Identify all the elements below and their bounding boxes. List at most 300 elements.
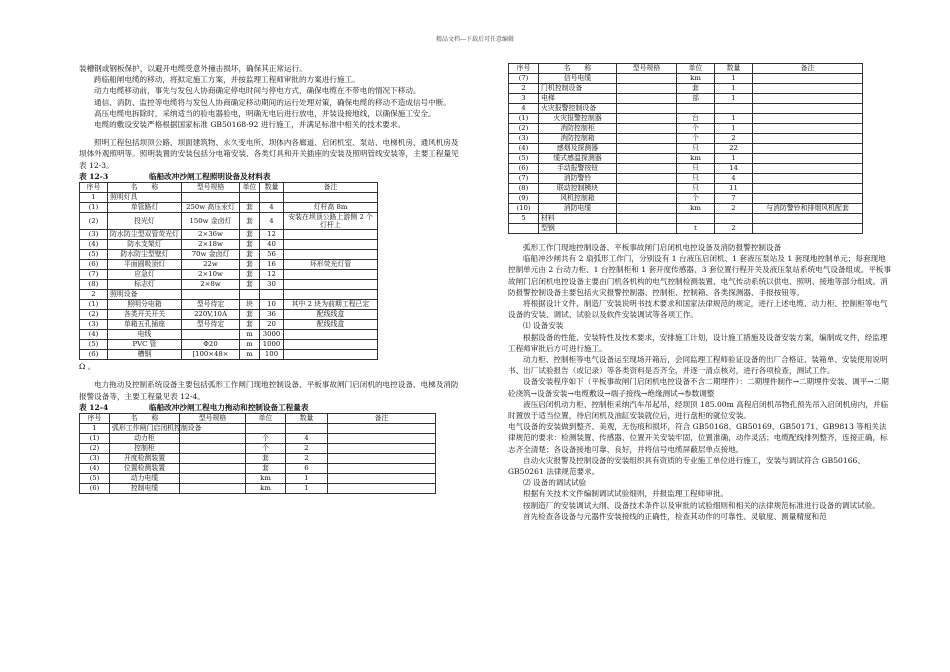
paragraph: 液压启闭机动力柜、控制柜采纳汽车吊起吊，经坝顶 185.00m 高程启闭机吊物孔预先吊入启闭机房内，并临时置放于适当位置，待启闭机及油缸安装就位后，进行盘柜的就位安装。 (508, 399, 889, 421)
table-header-row (80, 182, 378, 192)
table-cell: 4 (286, 433, 328, 443)
table-cell: 56 (260, 250, 284, 260)
table-12-3-caption: 表 12-3 临船改冲沙闸工程照明设备及材料表 (79, 171, 271, 181)
table-cell: 2 (80, 290, 108, 300)
table-12-4-caption: 表 12-4 临船改冲沙闸工程电力拖动和控制设备工程量表 (79, 402, 309, 412)
table-cell: 5 (509, 214, 539, 224)
table-cell (180, 473, 246, 483)
table-cell (284, 230, 378, 240)
table-cell: 火灾报警控制器 (539, 114, 617, 124)
control-paragraph: 电力拖动及控制系统设备主要包括弧形工作闸门现地控制设备、平板事故闸门启闭机的电控设备、电梯及消防报警设备等，主要工程量见表 12-4。 (79, 380, 459, 401)
table-cell: 4 (715, 174, 753, 184)
table-header-cell: 单位 (677, 64, 715, 74)
table-cell (677, 104, 715, 114)
table-cell (260, 290, 284, 300)
paragraph: 跨临船闸电缆的移动，将拟定施工方案，并按监理工程师审批的方案进行施工。 (94, 75, 360, 85)
table-cell: (8) (509, 184, 539, 194)
table-cell (617, 214, 677, 224)
table-cell: 消防电缆 (539, 204, 617, 214)
table-cell: 环形荧光灯管 (284, 260, 378, 270)
table-cell: 3 (509, 94, 539, 104)
table-cell: 照明分电箱 (108, 300, 182, 310)
table-cell: 250w 高压汞灯 (182, 202, 240, 212)
paragraph: 装槽钢或钢板保护，以避开电缆受意外撞击损坏，确保其正常运行。 (79, 64, 307, 73)
left-paragraphs (79, 63, 460, 130)
table-cell: (5) (509, 154, 539, 164)
table-cell: 2 (715, 224, 753, 234)
table-cell: 1 (286, 483, 328, 493)
table-cell: 缆式感温探测器 (539, 154, 617, 164)
table-cell (753, 134, 863, 144)
table-cell: (6) (80, 260, 108, 270)
table-cell: 1 (715, 154, 753, 164)
table-cell: 1 (715, 124, 753, 134)
table-cell: 与消防警铃和排烟风机配套 (753, 204, 863, 214)
table-cell: 套 (240, 230, 260, 240)
table-cell: 12 (260, 230, 284, 240)
table-cell: 4 (260, 202, 284, 212)
table-cell: 个 (677, 194, 715, 204)
table-cell: 1 (715, 114, 753, 124)
table-cell: 2×8w (182, 280, 240, 290)
paragraph: 动力电缆移动前，事先与发包人协商确定停电时间与停电方式，确保电缆在不带电的情况下移动。 (94, 86, 421, 96)
paragraph: 首先检查各设备与元器件安装接线的正确性，检查其动作的可靠性、灵敏度、测量精度和范 (523, 511, 827, 521)
table-cell: PVC 管 (108, 340, 182, 350)
table-header-cell: 型号规格 (182, 182, 240, 192)
table-cell: 灯杆高 8m (284, 202, 378, 212)
table-cell: 100 (260, 350, 284, 360)
table-row (80, 483, 436, 493)
paragraph: 动力柜、控制柜等电气设备运至现场开箱后，会同监理工程师验证设备的出厂合格证、装箱单、安装使用说明书、出厂试验报告（或记录）等各类资料是否齐全，并逐一清点核对，进行各项检查，测试工作。 (508, 355, 888, 376)
table-row (80, 240, 378, 250)
table-cell: 2 (286, 453, 328, 463)
table-cell: 消防控制箱 (539, 134, 617, 144)
table-cell: 只 (677, 144, 715, 154)
table-header-cell: 数量 (715, 64, 753, 74)
table-cell: 16 (260, 260, 284, 270)
table-cell (180, 433, 246, 443)
table-cell: 只 (677, 164, 715, 174)
table-cell (328, 483, 436, 493)
table-cell: 部 (677, 94, 715, 104)
table-cell (240, 290, 260, 300)
paragraph: ⑵ 设备的调试试验 (523, 478, 587, 488)
table-cell (240, 192, 260, 202)
table-row (509, 224, 863, 234)
table-cell: 2×10w (182, 270, 240, 280)
table-cell: (1) (509, 114, 539, 124)
table-row (509, 84, 863, 94)
table-cell: 火灾报警控制设备 (539, 104, 617, 114)
table-row (80, 270, 378, 280)
table-cell: (8) (80, 280, 108, 290)
right-column (508, 63, 892, 522)
table-row (509, 134, 863, 144)
table-cell: 消防控制柜 (539, 124, 617, 134)
table-row (509, 204, 863, 214)
table-cell: 1 (80, 192, 108, 202)
table-cell: km (677, 74, 715, 84)
table-cell: km (246, 473, 286, 483)
table-cell (180, 483, 246, 493)
table-cell: (1) (80, 202, 108, 212)
table-cell: (3) (509, 134, 539, 144)
table-cell: 14 (715, 164, 753, 174)
table-cell: 配线线盒 (284, 310, 378, 320)
table-header-cell: 型号规格 (180, 413, 246, 423)
table-cell (284, 290, 378, 300)
table-cell: m (240, 340, 260, 350)
table-header-cell: 备注 (284, 182, 378, 192)
table-cell: 照明灯具 (108, 192, 182, 202)
table-row (80, 212, 378, 229)
table-cell: 套 (240, 320, 260, 330)
table-header-cell: 备注 (328, 413, 436, 423)
table-cell: 防水支架灯 (108, 240, 182, 250)
table-row (80, 250, 378, 260)
table-cell (617, 124, 677, 134)
table-header-cell: 名 称 (110, 413, 180, 423)
table-cell: (9) (509, 194, 539, 204)
table-row (509, 74, 863, 84)
table-cell (753, 224, 863, 234)
table-row (80, 330, 378, 340)
table-header-cell: 数量 (286, 413, 328, 423)
table-cell: 6 (286, 463, 328, 473)
table-cell: (7) (509, 174, 539, 184)
table-cell: 标志灯 (108, 280, 182, 290)
table-cell (753, 94, 863, 104)
paragraph: 根据有关技术文件编制调试试验细则，并报监理工程师审批。 (523, 489, 729, 499)
table-cell (753, 184, 863, 194)
table-row (509, 94, 863, 104)
table-cell: 感烟及探测器 (539, 144, 617, 154)
table-cell: 其中 2 块为前期工程已定 (284, 300, 378, 310)
table-row (80, 192, 378, 202)
table-cell (284, 340, 378, 350)
table-cell: 2 (509, 84, 539, 94)
table-row (509, 214, 863, 224)
table-cell: km (677, 204, 715, 214)
table-cell: (7) (80, 270, 108, 280)
paragraph: 弧形工作门现地控制设备、平板事故闸门启闭机电控设备及消防报警控制设备 (523, 243, 782, 252)
paragraph: 根据设备的性能、安装特性及技术要求，安排施工计划，设计施工措施及设备安装方案，编制成文件，经监理工程师审批后方可进行施工。 (508, 332, 888, 353)
table-cell: 7 (715, 194, 753, 204)
right-paragraphs (508, 242, 892, 522)
table-row (80, 290, 378, 300)
table-cell (617, 134, 677, 144)
table-cell: 单箱五孔插座 (108, 320, 182, 330)
table-cell (180, 453, 246, 463)
fire-alarm-equipment-table (508, 63, 863, 234)
table-cell: 材料 (539, 214, 617, 224)
table-cell (182, 330, 240, 340)
table-row (80, 453, 436, 463)
table-cell (753, 174, 863, 184)
table-cell: 型钢 (539, 224, 617, 234)
paragraph: 将根据设计文件、制造厂安装说明书技术要求和国家法律规范的规定，进行上述电缆、动力柜、控制柜等电气设备的安装、调试、试验以及软件安装调试等各项工作。 (508, 299, 888, 320)
table-cell: 照明设备 (108, 290, 182, 300)
table-cell: 安装在坝顶公路上游侧 2 个灯杆上 (284, 212, 378, 229)
table-row (509, 164, 863, 174)
table-row (80, 340, 378, 350)
table-row (509, 104, 863, 114)
table-header-cell: 名 称 (539, 64, 617, 74)
table-cell (753, 114, 863, 124)
table-cell (715, 104, 753, 114)
table-cell: 动力电缆 (110, 473, 180, 483)
table-cell: 20 (260, 320, 284, 330)
table-cell: (1) (80, 433, 110, 443)
table-cell: 手动报警按钮 (539, 164, 617, 174)
table-cell: km (246, 483, 286, 493)
table-cell: 弧形工作闸门启闭机控制设备 (110, 423, 180, 433)
paragraph: 电气设备的安装做到整齐、美观，无伤痕和损坏，符合 GB50168、GB50169、GB50171、GB9813 等相关法律规范的要求：检测装置、传感器、位置开关安装牢固，位置准确，动作灵活；电缆配线排列整齐，连接正确，标志齐全清楚；各设备接地可靠、良好，并将信号电缆屏蔽层单点接地。 (508, 422, 888, 454)
table-cell: 30 (260, 280, 284, 290)
paragraph: 通信、消防、监控等电缆将与发包人协商确定移动期间的运行处理对策，确保电缆的移动不造成信号中断。 (94, 97, 451, 107)
table-cell (617, 184, 677, 194)
table-row (509, 194, 863, 204)
table-cell: 套 (246, 463, 286, 473)
table-cell: 2 (715, 204, 753, 214)
table-cell: 36 (260, 310, 284, 320)
table-cell: 150w 金卤灯 (182, 212, 240, 229)
table-cell: 2×18w (182, 240, 240, 250)
table-cell: 1 (715, 74, 753, 84)
paragraph: 按制造厂的安装调试大纲、设备技术条件以及审批的试验细则和相关的法律规范标准进行设备的调试试验。 (523, 500, 880, 510)
table-row (509, 144, 863, 154)
table-cell (617, 164, 677, 174)
table-cell (753, 144, 863, 154)
table-cell: 消防警铃 (539, 174, 617, 184)
table-cell (753, 124, 863, 134)
table-row (80, 350, 378, 360)
table-cell (180, 443, 246, 453)
table-cell (328, 473, 436, 483)
table-header-cell: 序号 (80, 182, 108, 192)
table-cell: 1 (715, 84, 753, 94)
table-cell: 门机控制设备 (539, 84, 617, 94)
paragraph: 自动火灾报警及控制设备的安装组织具有资质的专业施工单位进行施工，安装与调试符合 GB50166、GB50261 法律规范要求。 (508, 455, 865, 477)
table-cell: 块 (240, 300, 260, 310)
table-cell (328, 433, 436, 443)
table-cell: 应急灯 (108, 270, 182, 280)
table-cell (617, 84, 677, 94)
table-cell (617, 174, 677, 184)
table-cell: 信号电缆 (539, 74, 617, 84)
table-cell: 控制电缆 (110, 483, 180, 493)
table-cell (260, 192, 284, 202)
table-cell (284, 350, 378, 360)
table-cell: 配线线盒 (284, 320, 378, 330)
table-row (80, 202, 378, 212)
table-header-cell: 型号规格 (617, 64, 677, 74)
table-row (80, 433, 436, 443)
table-cell (328, 453, 436, 463)
table-cell: 4 (260, 212, 284, 229)
table-cell (182, 290, 240, 300)
table-cell (753, 164, 863, 174)
table-cell: km (677, 154, 715, 164)
table-cell: 套 (246, 453, 286, 463)
table-cell: 联动控制模块 (539, 184, 617, 194)
table-row (80, 443, 436, 453)
table-cell (617, 114, 677, 124)
table-cell (753, 214, 863, 224)
table-cell (753, 154, 863, 164)
table-row (80, 320, 378, 330)
table-cell: 各类开关开关 (108, 310, 182, 320)
table-row (509, 174, 863, 184)
table-cell: (3) (80, 453, 110, 463)
table-row (80, 230, 378, 240)
table-cell (617, 154, 677, 164)
table-cell: (7) (509, 74, 539, 84)
table-cell: 套 (240, 250, 260, 260)
control-equipment-table (79, 413, 436, 494)
table-header-cell: 单位 (246, 413, 286, 423)
left-column (79, 63, 460, 494)
table-cell: 电梯 (539, 94, 617, 104)
table-cell: 4 (509, 104, 539, 114)
table-cell: 2 (715, 134, 753, 144)
table-cell (677, 214, 715, 224)
table-cell (180, 463, 246, 473)
table-cell: 控制柜 (110, 443, 180, 453)
table-cell: (6) (509, 164, 539, 174)
lighting-paragraph: 照明工程包括坝顶公路、坝面建筑物、永久变电所、坝体内各廊道、启闭机室、泵站、电梯机房、通风机房及坝体外观照明等。照明装置的安装包括分电箱安装、各类灯具和开关插座的安装及照明管线安装等，主要工程量见表 12-3。 (79, 138, 459, 170)
table-cell: 个 (246, 443, 286, 453)
table-cell: 套 (240, 280, 260, 290)
table-cell: 10 (260, 300, 284, 310)
table-cell: 11 (715, 184, 753, 194)
table-header-cell: 序号 (509, 64, 539, 74)
table-cell: 2×36w (182, 230, 240, 240)
table-cell: 位置检测装置 (110, 463, 180, 473)
table-cell: 1 (80, 423, 110, 433)
table-cell (617, 194, 677, 204)
table-cell (328, 443, 436, 453)
table-cell: (2) (80, 212, 108, 229)
table-cell: 套 (240, 310, 260, 320)
table-row (80, 260, 378, 270)
table-cell: 槽钢 (108, 350, 182, 360)
table-cell (509, 224, 539, 234)
table-cell: 型号待定 (182, 300, 240, 310)
table-row (509, 154, 863, 164)
table-cell: [100×48× (182, 350, 240, 360)
table-header-row (80, 413, 436, 423)
lighting-equipment-table (79, 182, 378, 360)
paragraph: 临船冲沙闸共有 2 扇弧形工作门，分别设有 1 台液压启闭机、1 套液压泵站及 1 套现地控制单元；每套现地控制单元由 2 台动力柜、1 台控制柜和 1 套开度传感器、3 套位置行程开关及液压泵站系统电气设备组成。平板事故闸门启闭机电控设备主要由门机各机构的电气控制检测装置、电气传动系统以供电、照明、接地等部分组成。消防报警控制设备主要包括火灾报警控制器、控制柜、控制箱、各类探测器、手报按钮等。 (508, 254, 892, 297)
table-row (80, 300, 378, 310)
table-cell: (5) (80, 473, 110, 483)
table-cell: 套 (677, 84, 715, 94)
table-cell (753, 104, 863, 114)
table-cell: (3) (80, 230, 108, 240)
table-cell: (2) (80, 443, 110, 453)
table-cell: 个 (677, 124, 715, 134)
table-cell: 开度检测装置 (110, 453, 180, 463)
table-header-cell: 备注 (753, 64, 863, 74)
table-cell (753, 194, 863, 204)
table-cell: 防水防尘型双管荧光灯 (108, 230, 182, 240)
paragraph: 电缆的敷设安装严格根据国家标准 GB50168-92 进行施工，并满足标准中相关的技术要求。 (94, 120, 406, 130)
table-row (80, 280, 378, 290)
table-cell: 只 (677, 174, 715, 184)
omega-text: Ω 。 (79, 362, 96, 372)
table-cell: (5) (80, 340, 108, 350)
table-cell: 22w (182, 260, 240, 270)
table-cell: m (240, 350, 260, 360)
table-cell (617, 94, 677, 104)
table-cell: 防水防尘型壁灯 (108, 250, 182, 260)
table-cell: 型号待定 (182, 320, 240, 330)
table-cell: 套 (240, 270, 260, 280)
table-cell: 1 (286, 473, 328, 483)
table-cell: (4) (80, 240, 108, 250)
table-cell: 1000 (260, 340, 284, 350)
table-cell: (2) (80, 310, 108, 320)
table-header-cell: 名 称 (108, 182, 182, 192)
table-header-cell: 数量 (260, 182, 284, 192)
table-cell (715, 214, 753, 224)
table-cell (284, 270, 378, 280)
table-row (509, 184, 863, 194)
table-cell: Φ20 (182, 340, 240, 350)
table-cell: 1 (715, 94, 753, 104)
table-cell: 套 (240, 212, 260, 229)
table-cell: 套 (240, 202, 260, 212)
table-cell: t (677, 224, 715, 234)
table-cell: 70w 金卤灯 (182, 250, 240, 260)
table-cell: 投光灯 (108, 212, 182, 229)
table-row (80, 473, 436, 483)
table-header-row (509, 64, 863, 74)
table-header-cell: 单位 (240, 182, 260, 192)
table-cell: 个 (246, 433, 286, 443)
page-header: 精品文档---下载后可任意编辑 (435, 36, 515, 43)
table-row (80, 423, 436, 433)
table-cell: (5) (80, 250, 108, 260)
table-cell (617, 74, 677, 84)
table-cell (286, 423, 328, 433)
table-row (509, 124, 863, 134)
table-cell (328, 463, 436, 473)
table-cell: (6) (80, 350, 108, 360)
table-cell (182, 192, 240, 202)
table-cell: 12 (260, 270, 284, 280)
table-cell: 套 (240, 240, 260, 250)
table-row (80, 463, 436, 473)
table-cell: (4) (80, 330, 108, 340)
table-cell: 套 (240, 260, 260, 270)
table-cell: 只 (677, 184, 715, 194)
table-cell (617, 104, 677, 114)
table-cell (753, 74, 863, 84)
table-cell: 风机控制箱 (539, 194, 617, 204)
table-cell: 3000 (260, 330, 284, 340)
table-cell: m (240, 330, 260, 340)
table-row (509, 114, 863, 124)
table-cell (617, 224, 677, 234)
table-cell (617, 204, 677, 214)
table-cell (284, 280, 378, 290)
table-cell: (1) (80, 300, 108, 310)
table-cell: 单管路灯 (108, 202, 182, 212)
table-cell: (2) (509, 124, 539, 134)
table-cell (617, 144, 677, 154)
